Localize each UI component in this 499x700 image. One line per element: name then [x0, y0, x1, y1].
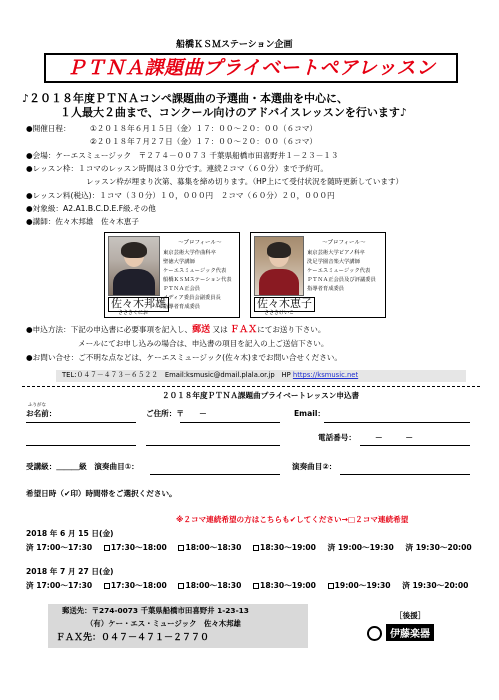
contact-text: TEL:０４７－４７３－６５２２ Email:ksmusic@dmail.plala.or.jp HP	[62, 371, 291, 379]
slot-option[interactable]	[178, 543, 241, 552]
slot-option[interactable]	[253, 543, 316, 552]
slot-row-1	[26, 544, 472, 553]
address-field-line[interactable]	[180, 422, 280, 423]
name-field-line[interactable]	[26, 422, 136, 423]
slot-label: 18:00～18:30	[185, 581, 242, 590]
mailing-fax: ＦＡＸ先：０４７－４７１－２７７０	[56, 633, 210, 643]
contact-line	[62, 372, 358, 380]
name-label: お名前：	[26, 409, 57, 418]
email-label: Email：	[294, 409, 326, 418]
inquiry: ●お問い合せ：ご不明な点などは、ケーエスミュージック(佐々木)までお問い合せください。	[26, 353, 342, 362]
profile-line: 洗足学園音楽大学講師	[307, 259, 360, 265]
mailing-company: （有）ケー・エス・ミュージック 佐々木邦雄	[86, 619, 241, 628]
slot-done: 済 19:00～19:30	[327, 543, 394, 552]
venue: ●会場：ケーエスミュージック 〒２７４－００７３ 千葉県船橋市田喜野井１－２３－１３	[26, 151, 339, 160]
profile-ruby-keiko: ささきけいこ	[264, 310, 295, 316]
slot-option[interactable]	[178, 581, 241, 590]
profile-heading-keiko: ～プロフィール～	[322, 240, 366, 246]
lesson-slot-2: レッスン枠が埋まり次第、募集を締め切ります。（HP上にて受付状況を随時更新しています）	[86, 177, 404, 186]
checkbox-icon[interactable]	[178, 583, 184, 589]
apply-line-2: メールにてお申し込みの場合は、申込書の項目を記入の上ご送信下さい。	[78, 339, 329, 348]
piece2-label: 演奏曲目②：	[292, 462, 337, 471]
hope-label: 希望日時（✔印）時間帯をご選択ください。	[26, 489, 177, 498]
teachers: ●講師：佐々木邦雄 佐々木恵子	[26, 217, 139, 226]
profile-ruby-kunio: ささきくにお	[118, 310, 149, 316]
apply-text-b: にてお送り下さい。	[257, 325, 326, 334]
apply-or: 又は	[210, 325, 231, 334]
profile-lines-kunio	[163, 249, 239, 312]
slot-done: 済 17:00～17:30	[26, 581, 93, 590]
apply-text-a: ●申込方法：下記の申込書に必要事項を記入し、	[26, 325, 193, 334]
slot-done: 済 17:00～17:30	[26, 543, 93, 552]
slot-option[interactable]	[104, 543, 167, 552]
form-date-2: 2018 年 7 月 27 日(金)	[26, 567, 114, 576]
slot-label: 18:30～19:00	[260, 543, 316, 552]
slot-option[interactable]	[253, 581, 316, 590]
piece2-field-line[interactable]	[340, 474, 470, 475]
name-field-line-2[interactable]	[26, 445, 136, 446]
sponsor-label: ［後援］	[395, 611, 426, 620]
slot-done: 済 19:30～20:00	[402, 581, 469, 590]
slot-label: 19:00～19:30	[337, 543, 394, 552]
checkbox-icon[interactable]	[104, 545, 110, 551]
website-link[interactable]: https://ksmusic.net	[292, 371, 359, 379]
slot-label: 17:30～18:00	[110, 581, 167, 590]
lesson-fee: ●レッスン料(税込)：１コマ（３０分）１０，０００円 ２コマ（６０分）２０，０００円	[26, 191, 335, 200]
checkbox-icon[interactable]	[178, 545, 184, 551]
profile-line: ＰＴＮＡ正会員及び評議委員	[307, 277, 376, 283]
profile-heading-kunio: ～プロフィール～	[178, 240, 222, 246]
tel-field-line[interactable]	[360, 445, 470, 446]
date-label: ●開催日程：	[26, 124, 71, 133]
profile-line: 東京芸術大学作曲科卒	[163, 250, 216, 256]
form-title: ２０１８年度ＰＴＮＡ課題曲プライベートレッスン申込書	[162, 391, 360, 400]
checkbox-icon[interactable]	[253, 583, 259, 589]
piece1-field-line[interactable]	[150, 474, 280, 475]
address-label: ご住所：〒 －	[146, 409, 207, 418]
apply-post: 郵送	[192, 325, 211, 335]
target-grade: ●対象級：A2.A1.B.C.D.E.F級.その他	[26, 204, 156, 213]
profile-line: ＰＴＮＡ正会員	[163, 286, 201, 292]
profile-lines-keiko	[307, 249, 385, 294]
email-field-line[interactable]	[324, 422, 470, 423]
mailing-address: 郵送先：〒274-0073 千葉県船橋市田喜野井 1-23-13	[62, 606, 249, 615]
checkbox-icon[interactable]	[253, 545, 259, 551]
tel-label: 電話番号： － －	[318, 433, 413, 442]
sponsor-logo: 伊藤楽器	[386, 624, 434, 641]
address-field-line-2[interactable]	[146, 445, 280, 446]
slot-label: 18:00～18:30	[185, 543, 242, 552]
slot-label: 19:30～20:00	[415, 543, 472, 552]
date-1: ①２０１８年６月１５日（金）１７：００～２０：００（６コマ）	[90, 124, 318, 133]
profile-line: メディア委員会副委員長	[163, 295, 221, 301]
profile-name-kunio: 佐々木邦雄	[108, 297, 169, 312]
apply-fax: ＦＡＸ	[230, 325, 258, 335]
lesson-slot-1: ●レッスン枠：１コマのレッスン時間は３０分です。連続２コマ（６０分）まで予約可。	[26, 164, 329, 173]
form-date-1: 2018 年 6 月 15 日(金)	[26, 529, 114, 538]
slot-label: 19:00～19:30	[334, 581, 391, 590]
slot-row-2	[26, 582, 468, 591]
apply-line-1	[26, 325, 325, 335]
furigana-label: ふりがな	[28, 403, 46, 408]
slot-option[interactable]	[104, 581, 167, 590]
subtitle: 船橋ＫＳＭステーション企画	[176, 40, 293, 50]
grade-label: 受講級：＿＿＿級 演奏曲目①：	[26, 462, 139, 471]
slot-option[interactable]	[328, 581, 391, 590]
slot-label: 19:30～20:00	[412, 581, 469, 590]
slot-label: 18:30～19:00	[260, 581, 316, 590]
profile-line: 指導者育成委員	[163, 304, 201, 310]
profile-name-keiko: 佐々木恵子	[254, 297, 315, 312]
checkbox-icon[interactable]	[328, 583, 334, 589]
page-title: ＰＴＮＡ課題曲プライベートペアレッスン	[66, 57, 436, 79]
cut-line	[22, 386, 480, 387]
profile-line: 指導者育成委員	[307, 286, 345, 292]
consecutive-note: ※２コマ連続希望の方はこちらも✔してください→□２コマ連続希望	[176, 515, 409, 524]
intro-line-2: １人最大２曲まで、コンクール向けのアドバイスレッスンを行います♪	[60, 106, 407, 119]
photo-kunio	[108, 236, 160, 296]
slot-label: 17:30～18:00	[110, 543, 167, 552]
checkbox-icon[interactable]	[104, 583, 110, 589]
profile-line: 聖徳大学講師	[163, 259, 195, 265]
profile-line: ケーエスミュージック代表	[163, 268, 227, 274]
date-2: ②２０１８年７月２７日（金）１７：００～２０：００（６コマ）	[90, 137, 318, 146]
profile-line: ケーエスミュージック代表	[307, 268, 371, 274]
ito-logo-icon	[367, 626, 382, 641]
photo-keiko	[254, 236, 304, 296]
profile-line: 東京芸術大学ピアノ科卒	[307, 250, 365, 256]
profile-line: 船橋ＫＳＭステーション代表	[163, 277, 232, 283]
intro-line-1: ♪２０１８年度ＰＴＮＡコンペ課題曲の予選曲・本選曲を中心に、	[22, 92, 349, 105]
slot-done: 済 19:30～20:00	[405, 543, 472, 552]
